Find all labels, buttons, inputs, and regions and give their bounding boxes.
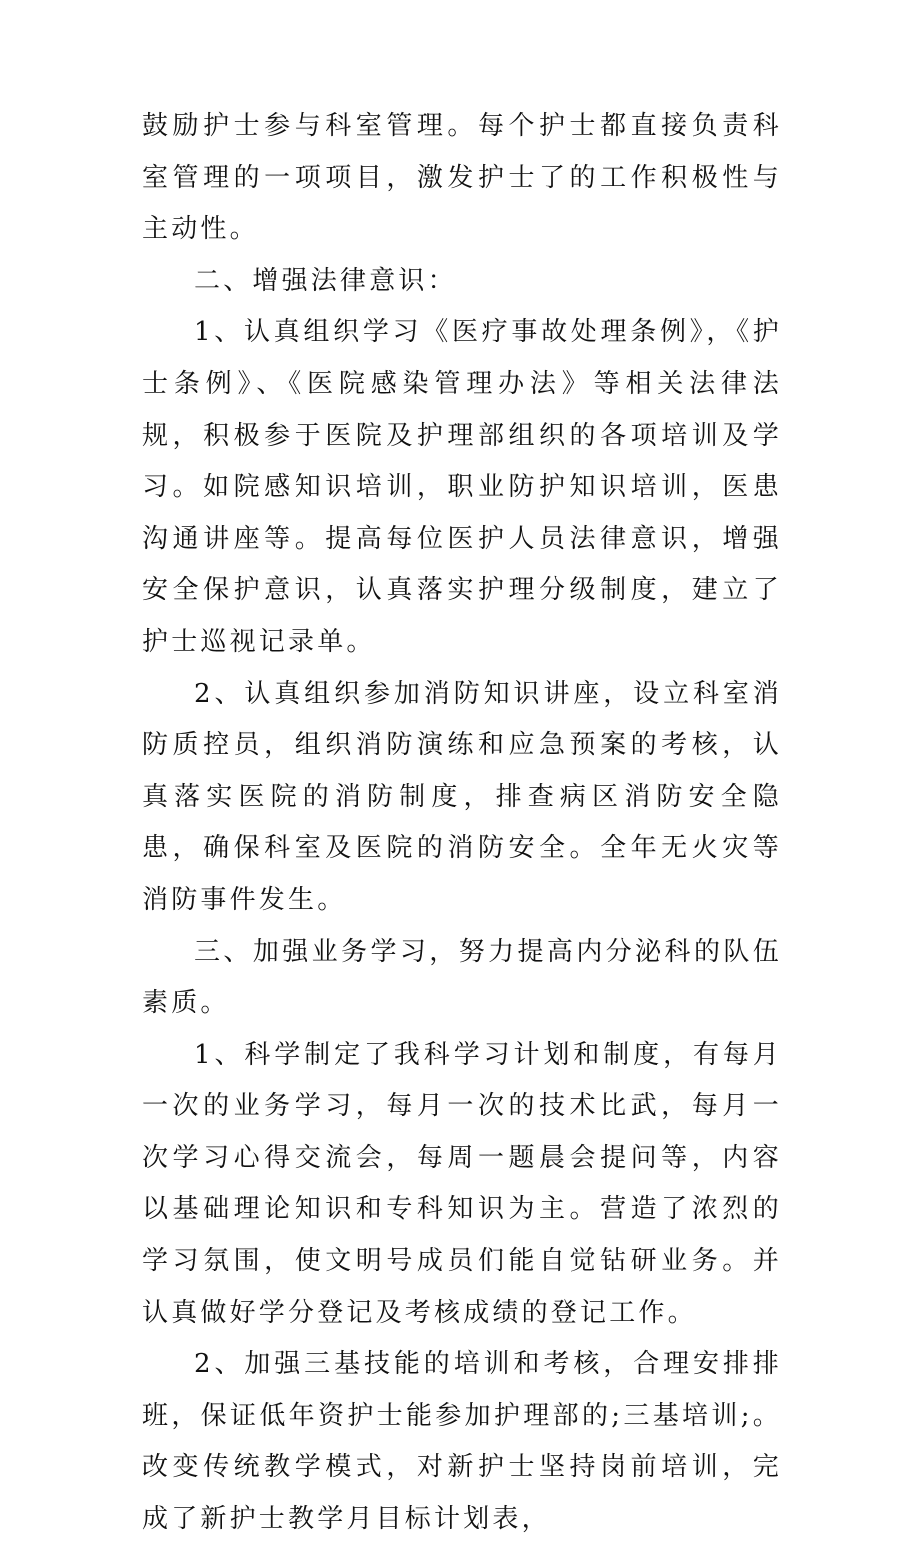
paragraph-legal-study: 1、认真组织学习《医疗事故处理条例》，《护士条例》、《医院感染管理办法》等相关法律法规，积极参于医院及护理部组织的各项培训及学习。如院感知识培训，职业防护知识培训，医患沟通讲座等。提高每位医护人员法律意识，增强安全保护意识，认真落实护理分级制度，建立了护士巡视记录单。 [142,317,782,657]
section-heading-legal-awareness: 二、增强法律意识： [194,265,457,296]
paragraph-encourage-management: 鼓励护士参与科室管理。每个护士都直接负责科室管理的一项项目，激发护士了的工作积极性与主动性。 [142,111,782,245]
paragraph-study-plan: 1、科学制定了我科学习计划和制度，有每月一次的业务学习，每月一次的技术比武，每月一次学习心得交流会，每周一题晨会提问等，内容以基础理论知识和专科知识为主。营造了浓烈的学习氛围，使文明号成员们能自觉钻研业务。并认真做好学分登记及考核成绩的登记工作。 [142,1039,782,1328]
paragraph-fire-safety: 2、认真组织参加消防知识讲座，设立科室消防质控员，组织消防演练和应急预案的考核，认真落实医院的消防制度，排查病区消防安全隐患，确保科室及医院的消防安全。全年无火灾等消防事件发生。 [142,678,782,915]
section-heading-business-learning: 三、加强业务学习，努力提高内分泌科的队伍素质。 [142,936,782,1019]
document-body [142,101,782,1546]
paragraph-three-basics-training: 2、加强三基技能的培训和考核，合理安排排班，保证低年资护士能参加护理部的;三基培训;。改变传统教学模式，对新护士坚持岗前培训，完成了新护士教学月目标计划表， [142,1349,782,1535]
